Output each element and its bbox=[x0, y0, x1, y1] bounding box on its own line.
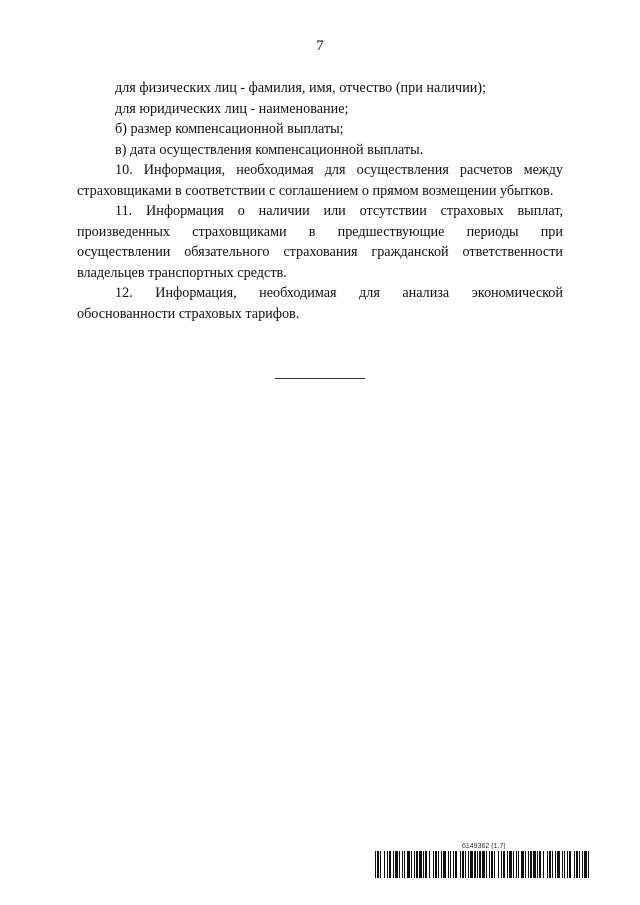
list-item-payment-date: в) дата осуществления компенсационной выплаты. bbox=[115, 141, 424, 158]
paragraph-12: 12. Информация, необходимая для анализа экономической обоснованности страховых тарифов. bbox=[77, 285, 563, 322]
list-item-legal-entities: для юридических лиц - наименование; bbox=[115, 100, 349, 117]
page-number: 7 bbox=[316, 38, 324, 54]
end-divider bbox=[275, 378, 365, 379]
paragraph-10: 10. Информация, необходимая для осуществления расчетов между страховщиками в соответствии с соглашением о прямом возмещении убытков. bbox=[77, 162, 563, 199]
barcode-icon bbox=[375, 851, 589, 878]
paragraph-11: 11. Информация о наличии или отсутствии страховых выплат, произведенных страховщиками в предшествующие периоды при осуществлении обязательного страхования гражданской ответственности владельцев транспортных средств. bbox=[77, 203, 563, 281]
list-item-individuals: для физических лиц - фамилия, имя, отчество (при наличии); bbox=[115, 80, 487, 96]
list-item-payment-amount: б) размер компенсационной выплаты; bbox=[115, 121, 344, 137]
document-code: 6149362 (1.7) bbox=[462, 843, 506, 850]
document-body bbox=[77, 78, 563, 324]
